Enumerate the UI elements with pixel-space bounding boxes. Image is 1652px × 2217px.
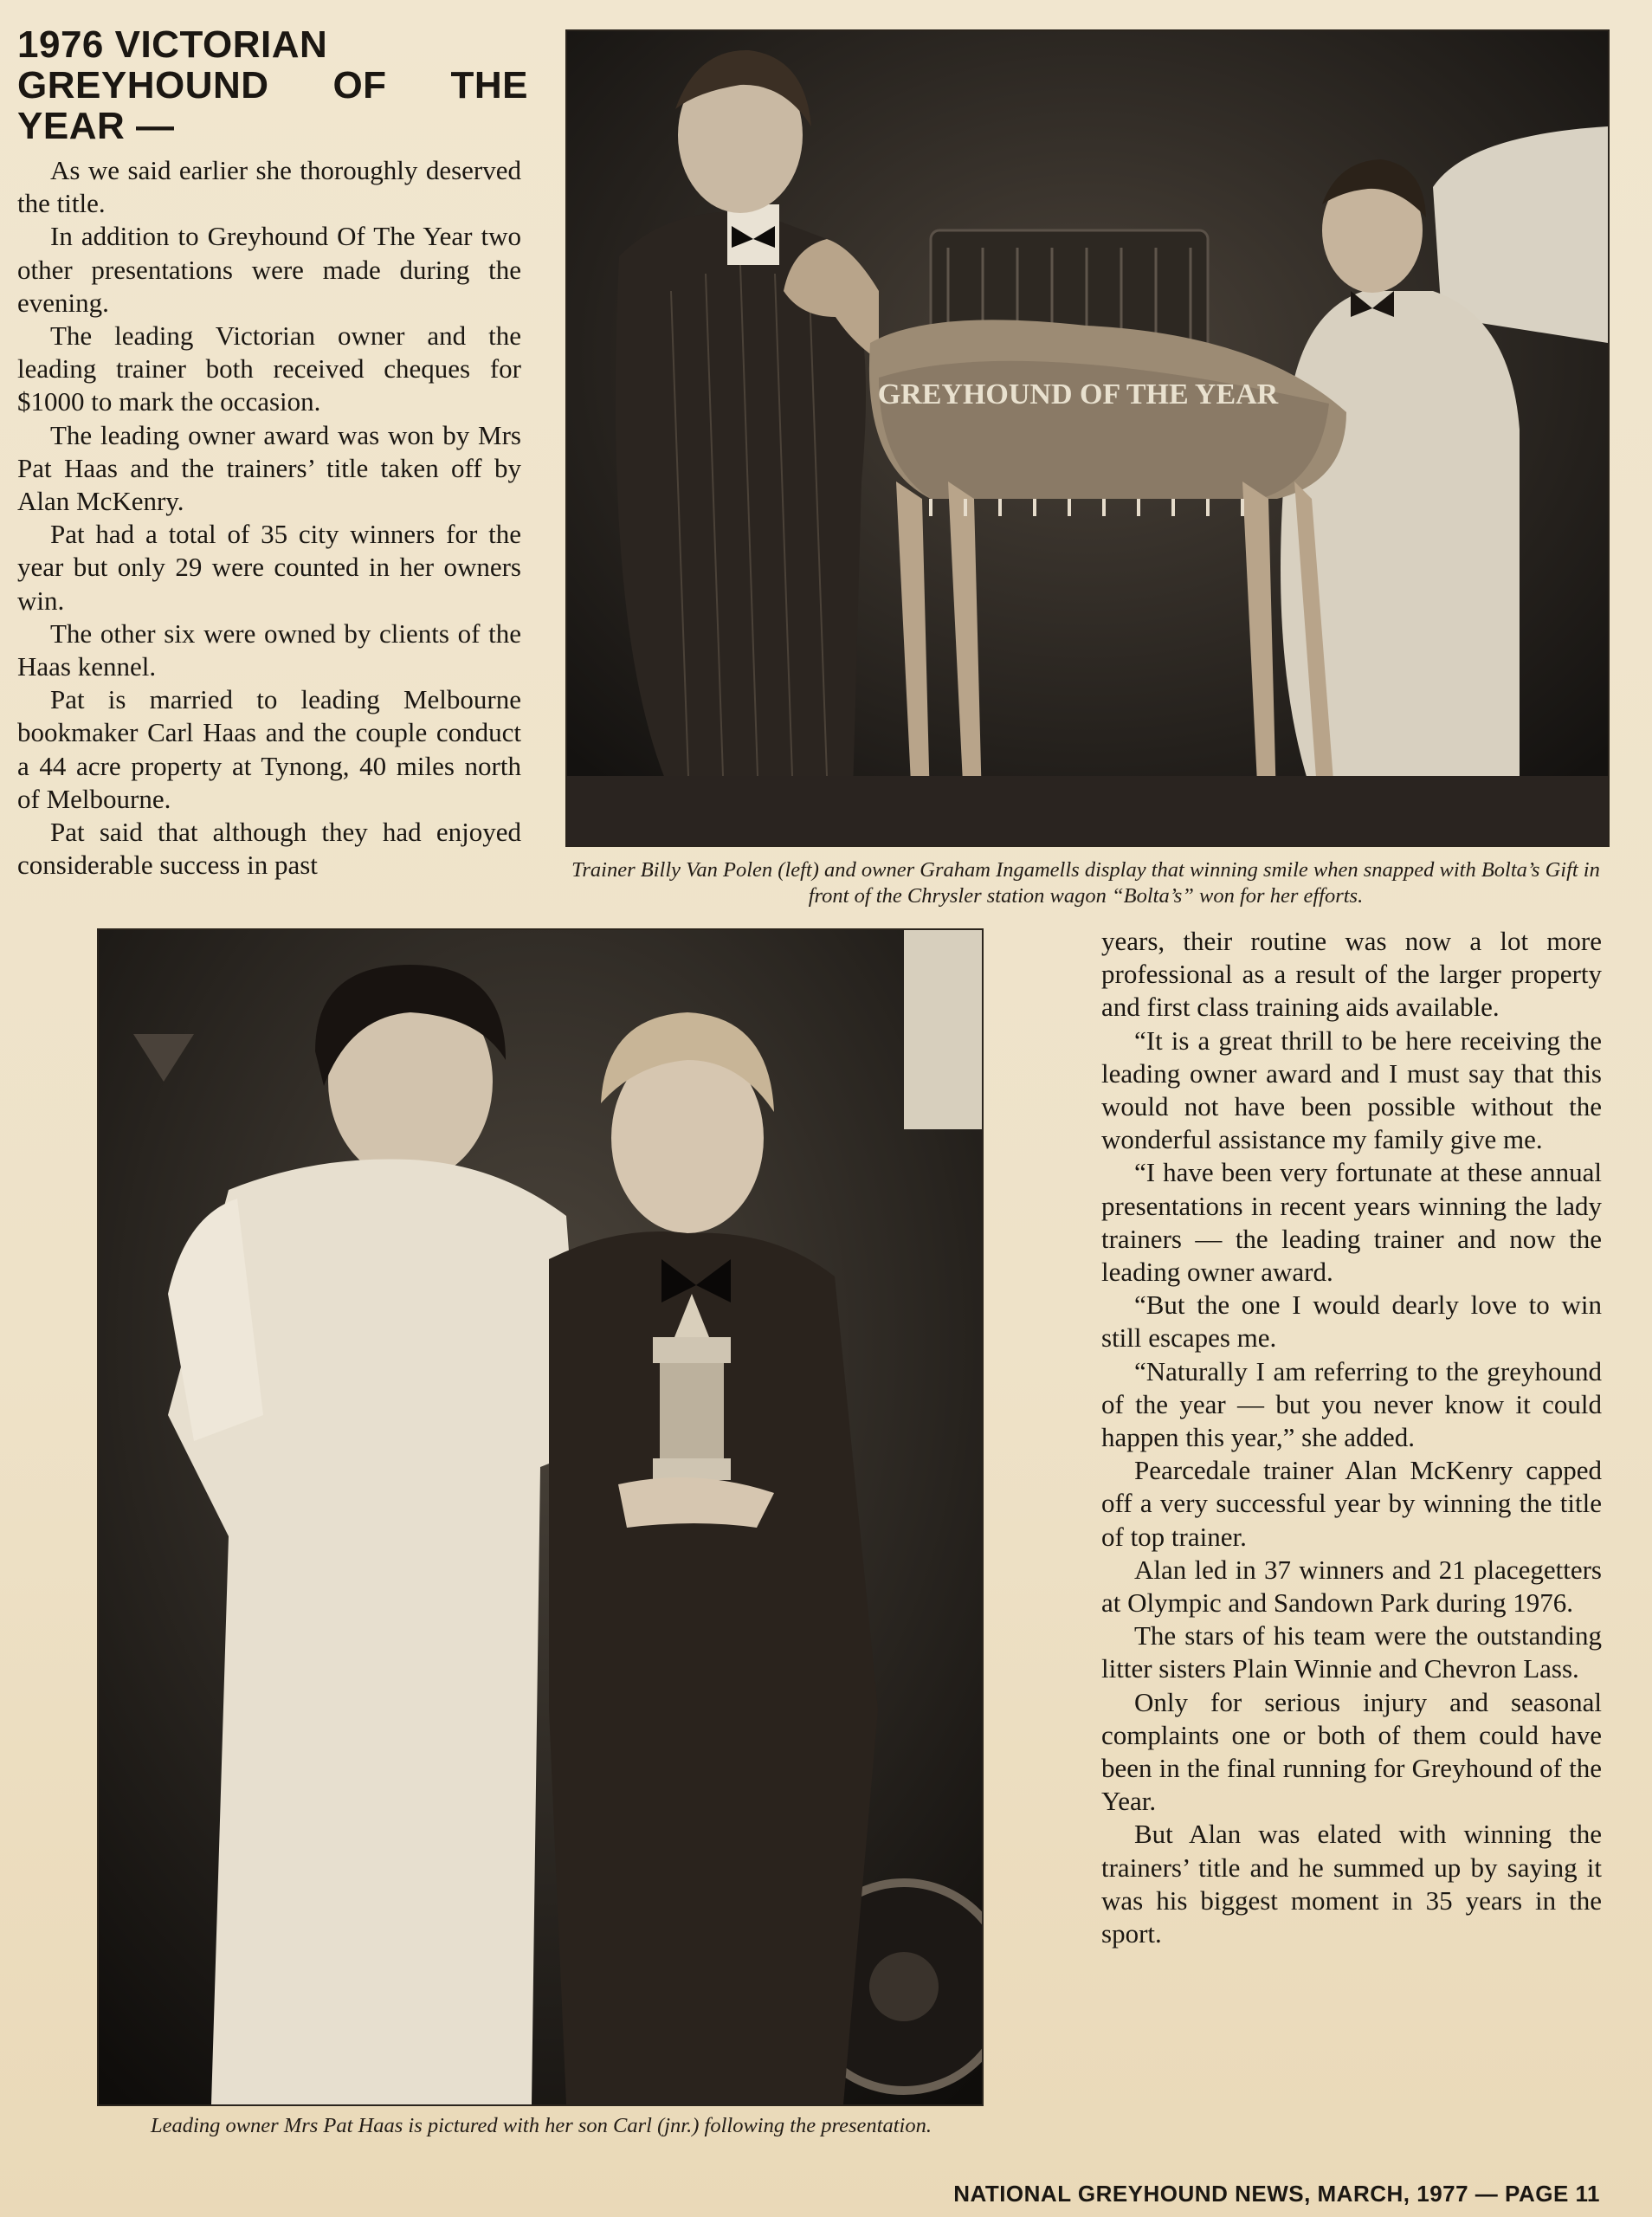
photo-trainer-owner-greyhound: [565, 29, 1610, 847]
paragraph: “But the one I would dearly love to win still escapes me.: [1101, 1289, 1602, 1354]
right-article-column: [1101, 925, 1602, 1950]
headline-line-2: [17, 65, 528, 106]
paragraph: As we said earlier she thoroughly deserved the title.: [17, 155, 521, 219]
paragraph: “I have been very fortunate at these annual presentations in recent years winning the lady trainers — the leading trainer and now the leading owner award.: [1101, 1157, 1602, 1288]
headline-line-3: YEAR —: [17, 105, 175, 147]
photo-owner-and-son: [97, 928, 984, 2106]
paragraph: Pat had a total of 35 city winners for the year but only 29 were counted in her owners win.: [17, 519, 521, 616]
headline: [17, 24, 528, 146]
dog-coat-text: GREYHOUND OF THE YEAR: [877, 378, 1279, 410]
paragraph: “It is a great thrill to be here receiving the leading owner award and I must say that this would not have been possible without the wonderful assistance my family give me.: [1101, 1024, 1602, 1155]
paragraph: In addition to Greyhound Of The Year two other presentations were made during the evening.: [17, 221, 521, 318]
headline-line-1: 1976 VICTORIAN: [17, 23, 328, 66]
headline-word: OF: [332, 64, 387, 107]
paragraph: Pat is married to leading Melbourne bookmaker Carl Haas and the couple conduct a 44 acre property at Tynong, 40 miles north of Melbourne.: [17, 684, 521, 814]
headline-word: GREYHOUND: [17, 64, 269, 107]
paragraph: Pat said that although they had enjoyed considerable success in past: [17, 817, 521, 881]
photo-top-illustration: [567, 31, 1608, 845]
paragraph: The leading owner award was won by Mrs Pat Haas and the trainers’ title taken off by Alan McKenry.: [17, 419, 521, 517]
page-footer: NATIONAL GREYHOUND NEWS, MARCH, 1977 — PAGE 11: [953, 2181, 1600, 2207]
paragraph: “Naturally I am referring to the greyhound of the year — but you never know it could happen this year,” she added.: [1101, 1355, 1602, 1453]
paragraph: Only for serious injury and seasonal complaints one or both of them could have been in the final running for Greyhound of the Year.: [1101, 1686, 1602, 1817]
left-article-column: [17, 154, 521, 882]
paragraph: The leading Victorian owner and the leading trainer both received cheques for $1000 to mark the occasion.: [17, 320, 521, 417]
paragraph: But Alan was elated with winning the trainers’ title and he summed up by saying it was his biggest moment in 35 years in the sport.: [1101, 1819, 1602, 1949]
paragraph: The stars of his team were the outstanding litter sisters Plain Winnie and Chevron Lass.: [1101, 1620, 1602, 1684]
paragraph: Alan led in 37 winners and 21 placegetters at Olympic and Sandown Park during 1976.: [1101, 1554, 1602, 1619]
paragraph: Pearcedale trainer Alan McKenry capped off a very successful year by winning the title of top trainer.: [1101, 1455, 1602, 1552]
paragraph: years, their routine was now a lot more professional as a result of the larger property and first class training aids available.: [1101, 926, 1602, 1023]
photo-bottom-caption: Leading owner Mrs Pat Haas is pictured with her son Carl (jnr.) following the presentation.: [151, 2114, 932, 2137]
photo-top-caption: Trainer Billy Van Polen (left) and owner Graham Ingamells display that winning smile when snapped with Bolta’s Gift in front of the Chrysler station wagon “Bolta’s” won for her efforts.: [571, 858, 1600, 908]
headline-word: THE: [450, 64, 528, 107]
photo-bottom-illustration: [99, 930, 982, 2104]
paragraph: The other six were owned by clients of the Haas kennel.: [17, 617, 521, 682]
